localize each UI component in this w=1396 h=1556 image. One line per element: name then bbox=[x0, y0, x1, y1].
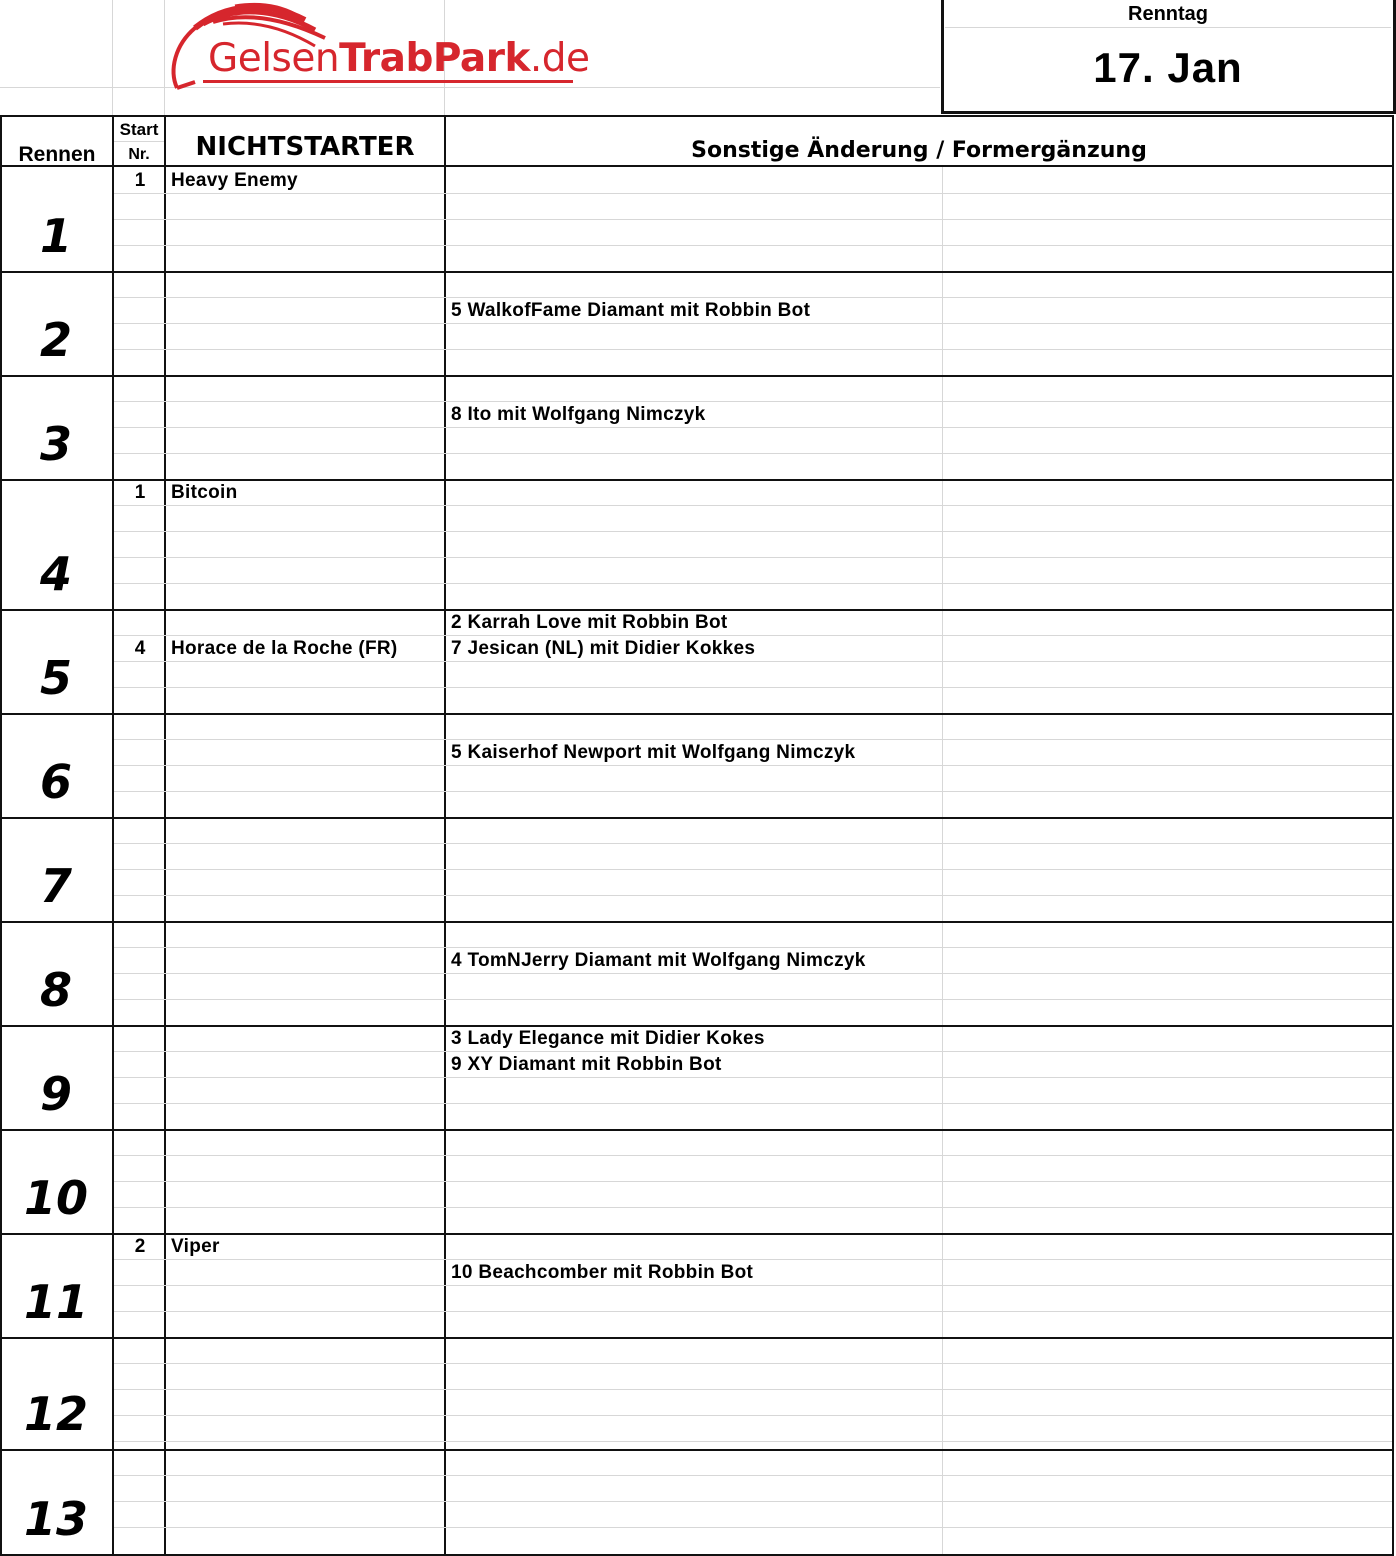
race-number: 6 bbox=[39, 755, 72, 809]
row-gridline bbox=[114, 687, 1392, 688]
change-note: 4 TomNJerry Diamant mit Wolfgang Nimczyk bbox=[451, 950, 866, 971]
start-number: 4 bbox=[134, 638, 146, 659]
row-gridline bbox=[114, 531, 1392, 532]
row-gridline bbox=[114, 1311, 1392, 1312]
row-gridline bbox=[114, 557, 1392, 558]
row-gridline bbox=[114, 1181, 1392, 1182]
header-rennen: Rennen bbox=[18, 143, 96, 166]
row-gridline bbox=[114, 453, 1392, 454]
row-gridline bbox=[114, 895, 1392, 896]
race-number: 13 bbox=[23, 1492, 88, 1546]
change-note: 9 XY Diamant mit Robbin Bot bbox=[451, 1054, 722, 1075]
start-number: 1 bbox=[134, 170, 146, 191]
change-note: 3 Lady Elegance mit Didier Kokes bbox=[451, 1028, 765, 1049]
race-number: 1 bbox=[39, 209, 72, 263]
race-number: 8 bbox=[39, 963, 72, 1017]
header-nr: Nr. bbox=[128, 146, 150, 163]
race-number: 11 bbox=[23, 1275, 88, 1329]
header-nichtstarter: NICHTSTARTER bbox=[195, 132, 415, 162]
nichtstarter-name: Horace de la Roche (FR) bbox=[171, 638, 398, 659]
nichtstarter-name: Viper bbox=[171, 1236, 220, 1257]
row-gridline bbox=[114, 1501, 1392, 1502]
row-gridline bbox=[114, 1103, 1392, 1104]
nichtstarter-name: Heavy Enemy bbox=[171, 170, 298, 191]
row-gridline bbox=[114, 869, 1392, 870]
race-number: 3 bbox=[39, 417, 72, 471]
race-number: 7 bbox=[39, 859, 72, 913]
renntag-date: 17. Jan bbox=[1093, 44, 1243, 91]
race-number: 5 bbox=[39, 651, 72, 705]
change-note: 5 Kaiserhof Newport mit Wolfgang Nimczyk bbox=[451, 742, 856, 763]
race-separator bbox=[0, 713, 1394, 715]
change-note: 2 Karrah Love mit Robbin Bot bbox=[451, 612, 728, 633]
race-number: 9 bbox=[39, 1067, 72, 1121]
row-gridline bbox=[114, 1363, 1392, 1364]
start-number: 1 bbox=[134, 482, 146, 503]
row-gridline bbox=[114, 349, 1392, 350]
header-sonstige: Sonstige Änderung / Formergänzung bbox=[691, 138, 1147, 163]
race-separator bbox=[0, 271, 1394, 273]
row-gridline bbox=[114, 1389, 1392, 1390]
row-gridline bbox=[114, 1527, 1392, 1528]
race-number: 12 bbox=[23, 1387, 88, 1441]
logo-text: GelsenTrabPark.de bbox=[208, 36, 590, 81]
row-gridline bbox=[114, 1155, 1392, 1156]
renntag-label: Renntag bbox=[1128, 3, 1208, 25]
race-number: 2 bbox=[39, 313, 72, 367]
row-gridline bbox=[114, 219, 1392, 220]
race-number: 4 bbox=[39, 547, 72, 601]
race-separator bbox=[0, 921, 1394, 923]
race-separator bbox=[0, 1129, 1394, 1131]
race-separator bbox=[0, 375, 1394, 377]
row-gridline bbox=[114, 245, 1392, 246]
nichtstarter-name: Bitcoin bbox=[171, 482, 238, 503]
row-gridline bbox=[114, 999, 1392, 1000]
row-gridline bbox=[114, 791, 1392, 792]
row-gridline bbox=[114, 843, 1392, 844]
row-gridline bbox=[114, 1475, 1392, 1476]
start-number: 2 bbox=[134, 1236, 146, 1257]
header-start: Start bbox=[119, 120, 159, 139]
race-separator bbox=[0, 817, 1394, 819]
change-note: 7 Jesican (NL) mit Didier Kokkes bbox=[451, 638, 756, 659]
row-gridline bbox=[114, 1207, 1392, 1208]
change-note: 8 Ito mit Wolfgang Nimczyk bbox=[451, 404, 706, 425]
race-number: 10 bbox=[23, 1171, 88, 1225]
change-note: 5 WalkofFame Diamant mit Robbin Bot bbox=[451, 300, 811, 321]
race-separator bbox=[0, 1449, 1394, 1451]
change-note: 10 Beachcomber mit Robbin Bot bbox=[451, 1262, 754, 1283]
row-gridline bbox=[114, 583, 1392, 584]
row-gridline bbox=[114, 1441, 1392, 1442]
row-gridline bbox=[114, 1415, 1392, 1416]
race-separator bbox=[0, 1337, 1394, 1339]
